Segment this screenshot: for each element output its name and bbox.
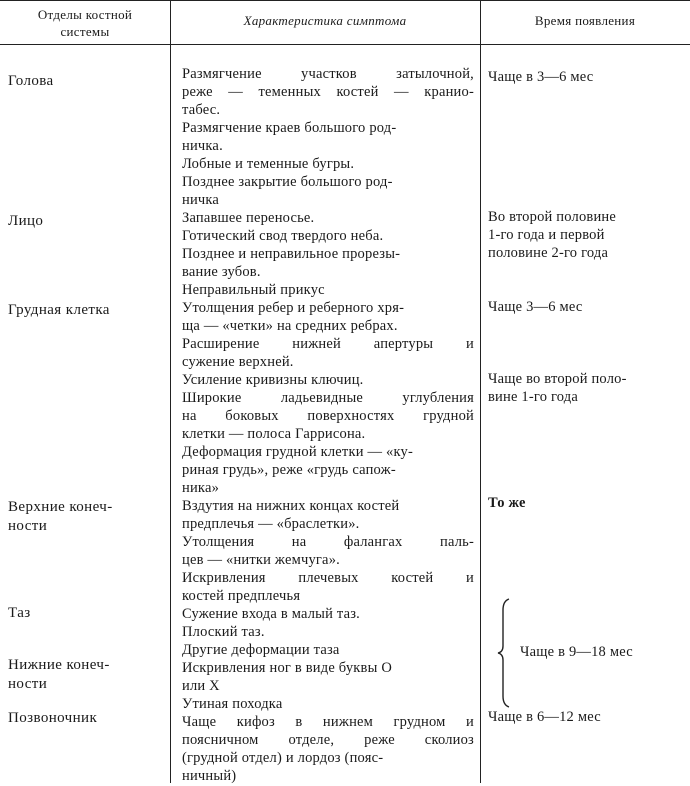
symptom-line: цев — «нитки жемчуга». [182,552,340,568]
symptom-line: Размягчение краев большого род- [182,120,397,136]
symptom-line: Плоский таз. [182,624,265,640]
time-chest-1: Чаще 3—6 мес [488,299,583,315]
header-col-time: Время появления [534,13,636,28]
symptom-line: Усиление кривизны ключиц. [182,372,364,388]
symptom-line: Позднее закрытие большого род- [182,174,393,190]
symptom-line: ща — «четки» на средних ребрах. [182,318,398,334]
symptom-line: вание зубов. [182,264,261,280]
symptom-line: Чаще кифоз в нижнем грудном и [182,714,474,730]
symptom-line: Готический свод твердого неба. [182,228,384,244]
symptom-line: реже — теменных костей — кранио- [182,84,474,100]
header-col-sections [0,6,170,40]
symptom-line: Деформация грудной клетки — «ку- [182,444,413,460]
column-divider-1 [170,0,171,783]
symptom-line: Вздутия на нижних концах костей [182,498,400,514]
section-lower-limbs-line1: Нижние конеч- [8,657,110,673]
symptom-line: Утиная походка [182,696,283,712]
symptom-line: Утолщения ребер и реберного хря- [182,300,405,316]
symptom-line: сужение верхней. [182,354,294,370]
symptom-line: ничный) [182,768,237,784]
top-rule [0,0,690,1]
symptom-line: или Х [182,678,220,694]
symptom-line: Искривления ног в виде буквы О [182,660,393,676]
symptom-line: Другие деформации таза [182,642,340,658]
header-col-symptom: Характеристика симптома [243,13,407,28]
symptom-line: поясничном отделе, реже сколиоз [182,732,474,748]
header-rule [0,44,690,45]
symptom-line: Запавшее переносье. [182,210,315,226]
symptom-line: Искривления плечевых костей и [182,570,474,586]
symptom-line: предплечья — «браслетки». [182,516,360,532]
time-pelvis-lower-limbs: Чаще в 9—18 мес [520,644,633,660]
time-spine: Чаще в 6—12 мес [488,709,601,725]
section-spine: Позвоночник [8,710,98,726]
section-upper-limbs-line2: ности [8,518,48,534]
symptom-line: табес. [182,102,221,118]
time-face-line3: половине 2-го года [488,245,609,261]
symptom-line: Утолщения на фалангах паль- [182,534,474,550]
symptom-line: на боковых поверхностях грудной [182,408,474,424]
time-face-line1: Во второй половине [488,209,617,225]
time-upper-limbs: То же [488,495,526,511]
symptom-line: Лобные и теменные бугры. [182,156,355,172]
time-face-line2: 1-го года и первой [488,227,605,243]
symptom-line: Размягчение участков затылочной, [182,66,474,82]
section-face: Лицо [8,213,44,229]
symptom-line: ничка [182,192,220,208]
header-col-sections-line1: Отделы костной [37,7,133,22]
symptom-line: Широкие ладьевидные углубления [182,390,474,406]
section-upper-limbs-line1: Верхние конеч- [8,499,113,515]
section-chest: Грудная клетка [8,302,110,318]
section-pelvis: Таз [8,605,31,621]
symptom-line: риная грудь», реже «грудь сапож- [182,462,396,478]
symptom-line: ника» [182,480,220,496]
symptom-line: Позднее и неправильное прорезы- [182,246,401,262]
symptom-line: ничка. [182,138,223,154]
header-col-sections-line2: системы [60,24,110,39]
time-chest-2-line1: Чаще во второй поло- [488,371,627,387]
symptom-line: костей предплечья [182,588,301,604]
symptom-line: клетки — полоса Гаррисона. [182,426,366,442]
symptom-line: Расширение нижней апертуры и [182,336,474,352]
section-head: Голова [8,73,54,89]
symptom-line: Сужение входа в малый таз. [182,606,361,622]
column-divider-2 [480,0,481,783]
symptom-line: Неправильный прикус [182,282,325,298]
symptom-line: (грудной отдел) и лордоз (пояс- [182,750,384,766]
section-lower-limbs-line2: ности [8,676,48,692]
brace-icon [497,598,511,708]
time-chest-2-line2: вине 1-го года [488,389,578,405]
time-head: Чаще в 3—6 мес [488,69,594,85]
